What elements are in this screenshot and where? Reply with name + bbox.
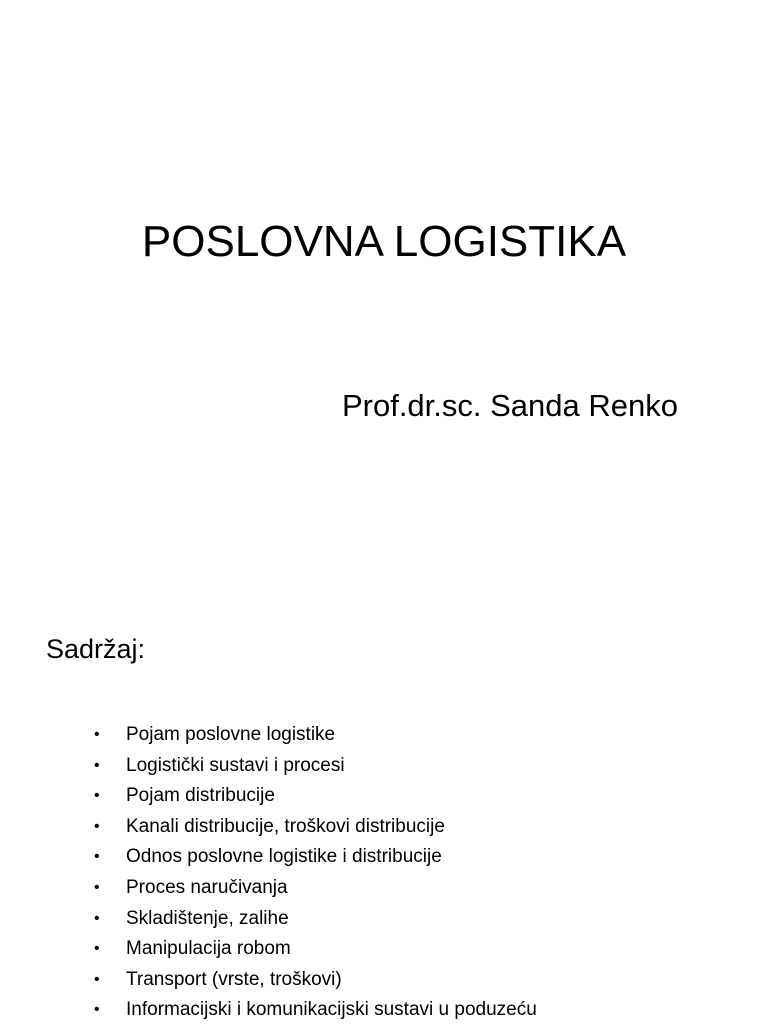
list-item: [94, 781, 537, 812]
list-item-label: Manipulacija robom: [126, 938, 291, 960]
contents-heading: Sadržaj:: [46, 634, 146, 664]
list-item: [94, 812, 537, 843]
bullet-icon: •: [94, 878, 100, 896]
bullet-icon: •: [94, 817, 100, 835]
list-item-label: Logistički sustavi i procesi: [126, 754, 345, 776]
list-item: [94, 751, 537, 782]
author-name: Prof.dr.sc. Sanda Renko: [341, 388, 678, 423]
contents-list: [94, 720, 537, 1026]
bullet-icon: •: [94, 909, 100, 927]
bullet-icon: •: [94, 787, 100, 805]
list-item-label: Pojam poslovne logistike: [126, 724, 336, 745]
slide-title: POSLOVNA LOGISTIKA: [141, 217, 627, 266]
bullet-icon: •: [94, 970, 100, 988]
list-item-label: Odnos poslovne logistike i distribucije: [126, 846, 442, 868]
bullet-icon: •: [94, 756, 100, 774]
list-item-label: Pojam distribucije: [126, 785, 275, 807]
list-item-label: Skladištenje, zalihe: [126, 907, 289, 929]
list-item-label: Kanali distribucije, troškovi distribucije: [126, 815, 445, 837]
bullet-icon: •: [94, 940, 100, 958]
bullet-icon: •: [94, 726, 100, 743]
bullet-icon: •: [94, 1001, 100, 1019]
list-item: [94, 995, 537, 1026]
list-item: [94, 842, 537, 873]
bullet-icon: •: [94, 848, 100, 866]
list-item-label: Informacijski i komunikacijski sustavi u poduzeću: [126, 999, 537, 1021]
list-item: [94, 873, 537, 904]
list-item-label: Proces naručivanja: [126, 876, 288, 898]
list-item: [94, 965, 537, 996]
list-item: [94, 720, 537, 751]
list-item: [94, 904, 537, 935]
contents-slide: [0, 576, 768, 1024]
list-item: [94, 934, 537, 965]
list-item-label: Transport (vrste, troškovi): [126, 968, 342, 990]
